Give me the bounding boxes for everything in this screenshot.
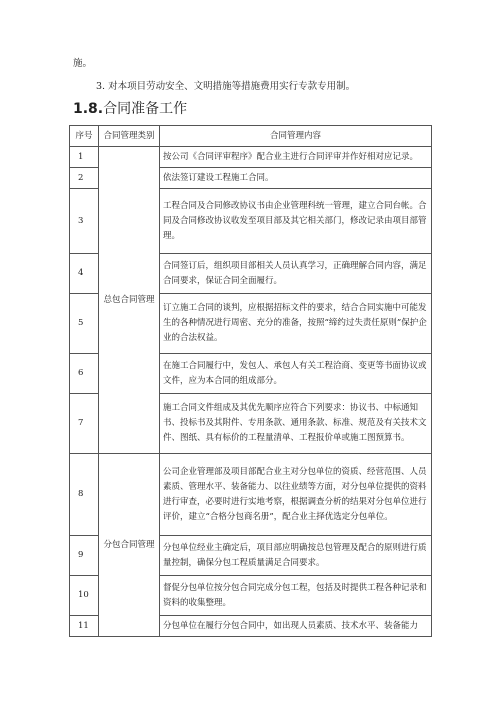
row-content: 分包单位在履行分包合同中，如出现人员素质、技术水平、装备能力 (160, 616, 432, 637)
row-index: 8 (70, 454, 99, 536)
intro-line-1: 施。 (73, 58, 93, 69)
row-index: 10 (70, 576, 99, 616)
row-content: 公司企业管理部及项目部配合业主对分包单位的资质、经营范围、人员素质、管理水平、装备能力、以往业绩等方面，对分包单位提供的资料进行审查，必要时进行实地考察，根据调查分析的结果对分包单位进行评价，建立“合格分包商名册”，配合业主择优选定分包单位。 (160, 454, 432, 536)
row-content: 工程合同及合同修改协议书由企业管理科统一管理，建立合同台帐。合同及合同修改协议收发至项目部及其它相关部门，修改记录由项目部管理。 (160, 189, 432, 254)
row-content: 在施工合同履行中，发包人、承包人有关工程洽商、变更等书面协议或文件，应为本合同的组成部分。 (160, 354, 432, 394)
table-header-row (70, 126, 432, 147)
row-index: 1 (70, 147, 99, 168)
header-content: 合同管理内容 (160, 126, 432, 147)
row-index: 4 (70, 254, 99, 294)
row-content: 分包单位经业主确定后，项目部应明确按总包管理及配合的原则进行质量控制，确保分包工程质量满足合同要求。 (160, 536, 432, 576)
contract-table (69, 125, 432, 637)
row-index: 3 (70, 189, 99, 254)
table-row (70, 147, 432, 168)
row-content: 订立施工合同的谈判，应根据招标文件的要求，结合合同实施中可能发生的各种情况进行周密、充分的准备，按照“缔约过失责任原则”保护企业的合法权益。 (160, 294, 432, 354)
category-general-contract: 总包合同管理 (99, 147, 160, 454)
table-row (70, 454, 432, 536)
row-content: 合同签订后，组织项目部相关人员认真学习，正确理解合同内容，满足合同要求，保证合同全面履行。 (160, 254, 432, 294)
row-index: 6 (70, 354, 99, 394)
row-index: 11 (70, 616, 99, 637)
intro-line-2: 3. 对本项目劳动安全、文明措施等措施费用实行专款专用制。 (96, 81, 356, 92)
row-content: 施工合同文件组成及其优先顺序应符合下列要求：协议书、中标通知书、投标书及其附件、专用条款、通用条款、标准、规范及有关技术文件、图纸、具有标价的工程量清单、工程报价单或施工图预算书。 (160, 394, 432, 454)
category-subcontract: 分包合同管理 (99, 454, 160, 637)
row-index: 9 (70, 536, 99, 576)
section-number: 1.8. (73, 101, 104, 117)
row-index: 5 (70, 294, 99, 354)
section-heading (73, 100, 187, 118)
row-content: 按公司《合同评审程序》配合业主进行合同评审并作好相对应记录。 (160, 147, 432, 168)
row-content: 依法签订建设工程施工合同。 (160, 168, 432, 189)
section-title: 合同准备工作 (103, 101, 188, 117)
row-index: 7 (70, 394, 99, 454)
header-category: 合同管理类别 (99, 126, 160, 147)
row-content: 督促分包单位按分包合同完成分包工程，包括及时提供工程各种记录和资料的收集整理。 (160, 576, 432, 616)
row-index: 2 (70, 168, 99, 189)
header-index: 序号 (70, 126, 99, 147)
